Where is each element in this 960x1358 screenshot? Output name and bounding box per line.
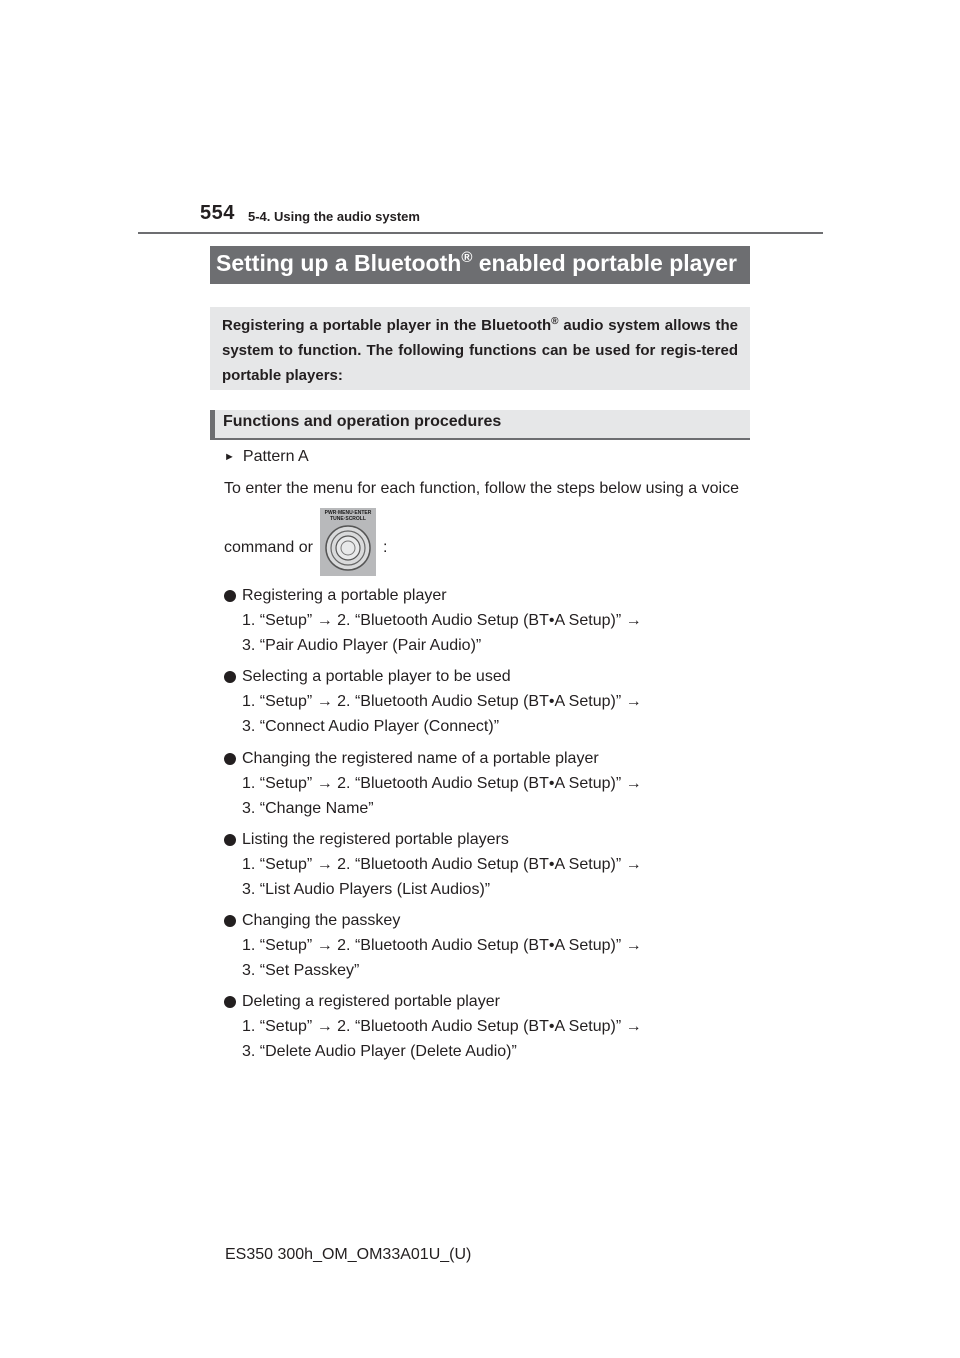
instruction-line-1: To enter the menu for each function, follow the steps below using a voice xyxy=(224,480,739,497)
bullet-icon xyxy=(224,996,236,1008)
function-step-1: 1. “Setup” → 2. “Bluetooth Audio Setup (BT•A Setup)” → xyxy=(242,1018,642,1036)
page-number: 554 xyxy=(200,202,235,224)
bullet-icon xyxy=(224,671,236,683)
function-title: Changing the registered name of a portable player xyxy=(242,749,599,767)
list-item xyxy=(224,831,764,912)
intro-text-after: audio system allows the system to function. The following functions can be used for regis-tered portable players: xyxy=(222,317,739,384)
instruction-line-2: command or xyxy=(224,539,313,556)
title-text-after: enabled portable player xyxy=(472,250,737,276)
subsection-accent xyxy=(210,410,215,438)
bullet-icon xyxy=(224,834,236,846)
pattern-label-text: Pattern A xyxy=(242,448,309,465)
function-step-1: 1. “Setup” → 2. “Bluetooth Audio Setup (BT•A Setup)” → xyxy=(242,693,642,711)
triangle-right-icon: ► xyxy=(224,451,235,463)
list-item xyxy=(224,668,764,749)
function-title: Registering a portable player xyxy=(242,587,447,604)
function-step-3: 3. “Connect Audio Player (Connect)” xyxy=(242,718,500,736)
knob-dial-icon xyxy=(324,524,372,572)
list-item xyxy=(224,750,764,831)
intro-box xyxy=(210,307,750,390)
section-label: 5-4. Using the audio system xyxy=(248,209,420,224)
bullet-icon xyxy=(224,590,236,602)
subsection-title: Functions and operation procedures xyxy=(223,413,502,430)
bullet-icon xyxy=(224,753,236,765)
function-title: Listing the registered portable players xyxy=(242,830,509,848)
knob-label-line-1: PWR·MENU·ENTER xyxy=(324,510,372,516)
registered-mark: ® xyxy=(461,249,473,266)
bullet-icon xyxy=(224,915,236,927)
tune-scroll-knob-icon xyxy=(320,508,376,576)
function-title: Changing the passkey xyxy=(242,912,401,930)
intro-registered-mark: ® xyxy=(551,316,559,327)
subsection-header xyxy=(210,410,750,440)
intro-text-before: Registering a portable player in the Bluetooth xyxy=(222,317,552,334)
title-bar xyxy=(210,246,750,284)
intro-text xyxy=(222,313,738,388)
function-title: Deleting a registered portable player xyxy=(242,993,500,1011)
pattern-label xyxy=(224,448,309,466)
title-text-before: Setting up a Bluetooth xyxy=(216,250,462,276)
header-rule xyxy=(138,232,823,234)
function-step-1: 1. “Setup” → 2. “Bluetooth Audio Setup (BT•A Setup)” → xyxy=(242,612,642,629)
list-item xyxy=(224,587,764,668)
function-step-3: 3. “Pair Audio Player (Pair Audio)” xyxy=(242,637,482,654)
function-title: Selecting a portable player to be used xyxy=(242,668,511,686)
knob-label-line-2: TUNE·SCROLL xyxy=(330,516,366,522)
instruction-colon: : xyxy=(383,539,388,556)
function-step-1: 1. “Setup” → 2. “Bluetooth Audio Setup (BT•A Setup)” → xyxy=(242,937,642,955)
knob-label xyxy=(323,510,373,522)
function-step-3: 3. “List Audio Players (List Audios)” xyxy=(242,880,491,898)
function-step-1: 1. “Setup” → 2. “Bluetooth Audio Setup (BT•A Setup)” → xyxy=(242,855,642,873)
function-step-1: 1. “Setup” → 2. “Bluetooth Audio Setup (BT•A Setup)” → xyxy=(242,774,642,792)
page-title xyxy=(216,250,737,276)
function-step-3: 3. “Delete Audio Player (Delete Audio)” xyxy=(242,1043,517,1061)
function-step-3: 3. “Change Name” xyxy=(242,799,374,817)
list-item xyxy=(224,993,764,1074)
footer-document-code: ES350 300h_OM_OM33A01U_(U) xyxy=(225,1246,472,1263)
function-step-3: 3. “Set Passkey” xyxy=(242,962,360,980)
list-item xyxy=(224,912,764,993)
function-list xyxy=(224,587,764,1075)
